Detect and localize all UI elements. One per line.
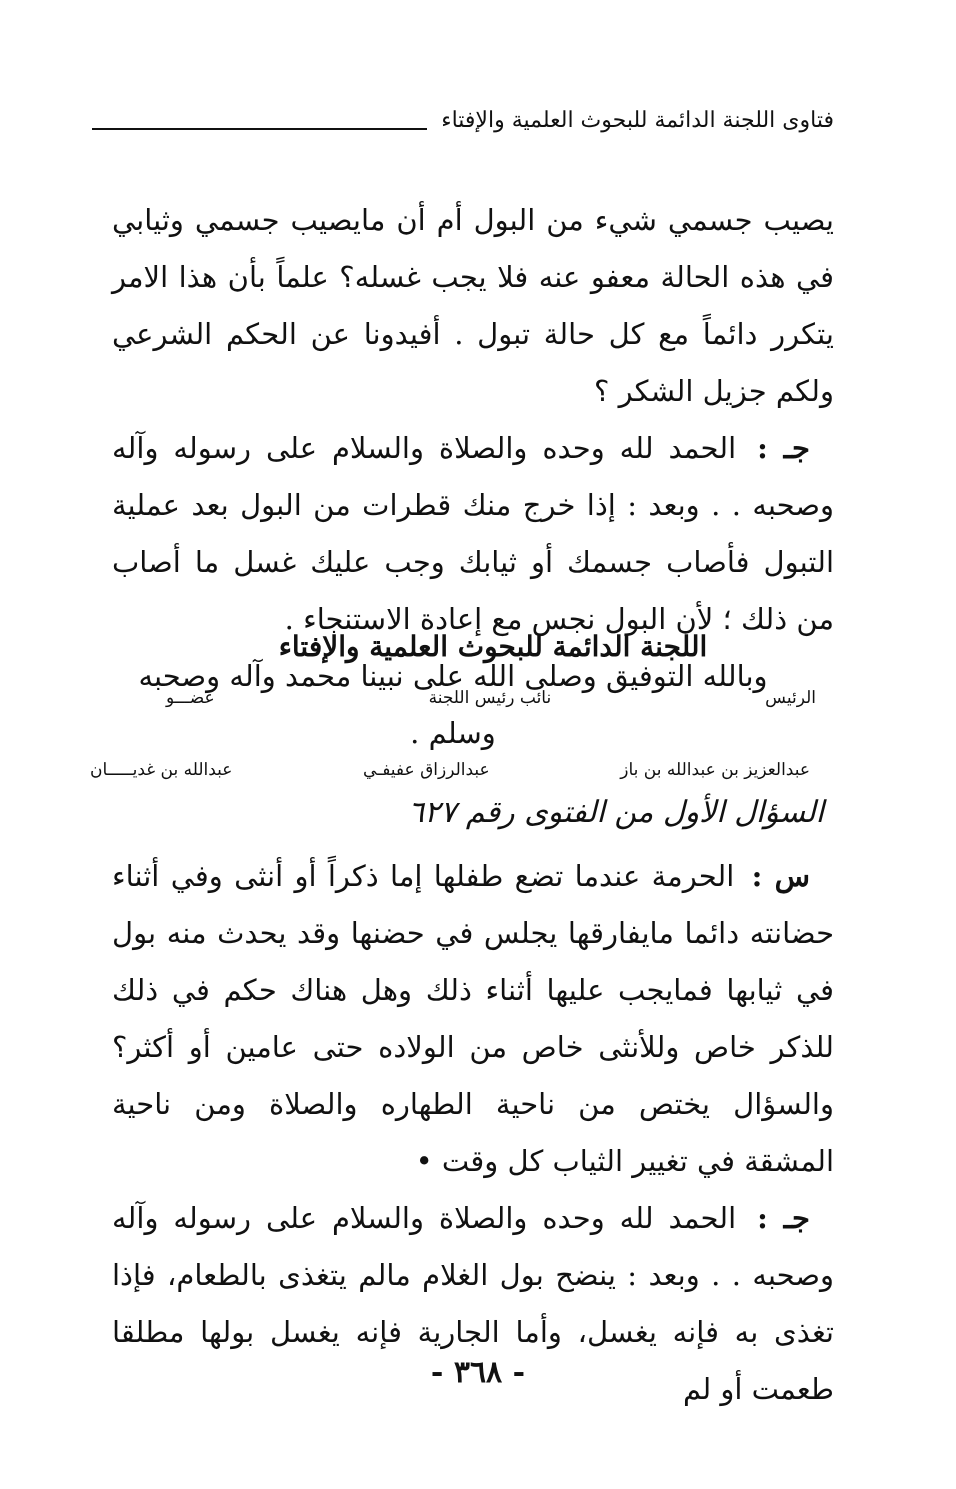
fatwa-1-body (112, 192, 834, 762)
running-header (92, 100, 834, 140)
fatwa-2-heading: السؤال الأول من الفتوى رقم ٦٢٧ (407, 795, 824, 830)
answer-2-text: الحمد لله وحده والصلاة والسلام على رسوله وآله وصحبه . . وبعد : ينضح بول الغلام مالم يتغذى بالطعام، فإذا تغذى به فإنه يغسل، وأما الجارية فإنه يغسل بولها مطلقا طعمت أو لم (112, 1201, 834, 1406)
answer-1-marker: جـ : (757, 431, 810, 465)
committee-title: اللجنة الدائمة للبحوث العلمية والإفتاء (278, 630, 708, 663)
answer-1 (112, 420, 834, 648)
name-president: عبدالعزيز بن عبدالله بن باز (620, 760, 810, 780)
page-number: - ٣٦٨ - (430, 1355, 526, 1390)
question-2-text: الحرمة عندما تضع طفلها إما ذكراً أو أنثى وفي أثناء حضانته دائما مايفارقها يجلس في حضنها وقد يحدث منه بول في ثيابها فمايجب عليها أثناء ذلك وهل هناك حكم في ذلك للذكر خاص وللأنثى خاص من الولاده حتى عامين أو أكثر؟ والسؤال يختص من ناحية الطهاره والصلاة ومن ناحية المشقة في تغيير الثياب كل وقت • (112, 859, 834, 1178)
header-rule (92, 128, 427, 130)
answer-2-marker: جـ : (757, 1201, 810, 1235)
question-continuation: يصيب جسمي شيء من البول أم أن مايصيب جسمي وثيابي في هذه الحالة معفو عنه فلا يجب غسله؟ علماً بأن هذا الامر يتكرر دائماً مع كل حالة تبول . أفيدونا عن الحكم الشرعي ولكم جزيل الشكر ؟ (112, 203, 834, 408)
question-2 (112, 848, 834, 1190)
fatwa-2-body (112, 848, 834, 1418)
role-vice-president: نائب رئيس اللجنة (428, 688, 552, 708)
name-member: عبدالله بن غديـــــان (90, 760, 233, 780)
answer-1-text: الحمد لله وحده والصلاة والسلام على رسوله وآله وصحبه . . وبعد : إذا خرج منك قطرات من البول بعد عملية التبول فأصاب جسمك أو ثيابك وجب عليك غسل ما أصاب من ذلك ؛ لأن البول نجس مع إعادة الاستنجاء . (112, 431, 834, 636)
question-2-marker: س : (751, 859, 810, 893)
name-vice-president: عبدالرزاق عفيفـي (363, 760, 490, 780)
closing-line: وبالله التوفيق وصلى الله على نبينا محمد وآله وصحبه وسلم . (138, 659, 768, 750)
committee-roles (116, 688, 816, 708)
committee-names (90, 760, 810, 780)
role-member: عضـــو (166, 688, 215, 708)
role-president: الرئيس (765, 688, 816, 708)
header-title: فتاوى اللجنة الدائمة للبحوث العلمية والإفتاء (441, 107, 834, 133)
